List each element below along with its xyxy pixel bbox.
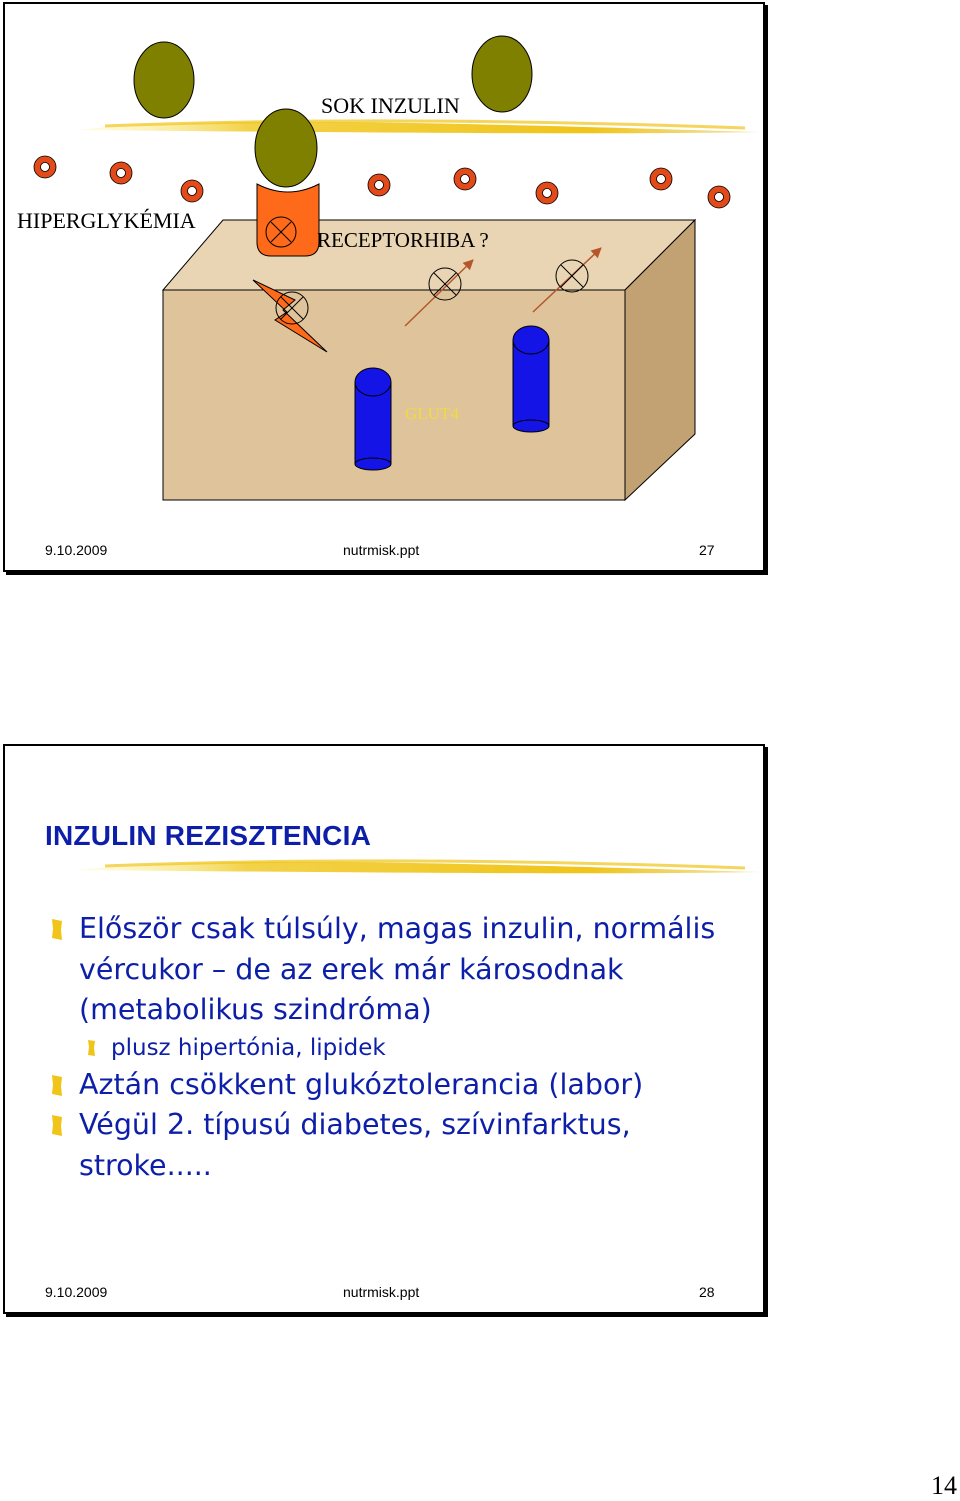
bullet-item — [49, 1065, 749, 1106]
glucose-molecules — [34, 156, 730, 208]
footer-filename: nutrmisk.ppt — [343, 542, 420, 558]
label-receptorhiba: RECEPTORHIBA ? — [317, 228, 489, 252]
glucose-4 — [368, 174, 390, 196]
sub-bullet-item — [49, 1031, 749, 1065]
insulin-molecule-bound — [255, 109, 317, 187]
label-sok-inzulin: SOK INZULIN — [321, 93, 460, 118]
slide-28 — [3, 744, 765, 1314]
label-hiperglykemia: HIPERGLYKÉMIA — [17, 208, 196, 233]
bullet-text: Aztán csökkent glukóztolerancia (labor) — [79, 1067, 644, 1101]
sub-bullet-icon — [87, 1039, 96, 1057]
bullet-text: plusz hipertónia, lipidek — [111, 1034, 386, 1061]
bullet-text: Végül 2. típusú diabetes, szívinfarktus, stroke..... — [79, 1108, 631, 1182]
insulin-molecule-1 — [134, 42, 194, 118]
slide-27 — [3, 2, 765, 572]
bullet-text: Először csak túlsúly, magas inzulin, normális vércukor – de az erek már károsodnak (metabolikus szindróma) — [79, 912, 716, 1026]
glucose-7 — [650, 168, 672, 190]
label-glut4: GLUT4 — [405, 404, 459, 423]
cell-box — [163, 220, 695, 500]
glut4-transporter-1 — [355, 368, 391, 470]
glucose-6 — [536, 182, 558, 204]
footer-date: 9.10.2009 — [45, 542, 108, 558]
bullet-item — [49, 1105, 749, 1186]
glucose-8 — [708, 186, 730, 208]
footer-date: 9.10.2009 — [45, 1284, 108, 1300]
bullet-icon — [51, 1114, 63, 1137]
insulin-resistance-diagram — [5, 4, 763, 570]
footer-slide-number: 27 — [699, 542, 715, 558]
footer-filename: nutrmisk.ppt — [343, 1284, 420, 1300]
bullet-icon — [51, 1074, 63, 1097]
bullet-icon — [51, 918, 63, 941]
page-number: 14 — [931, 1471, 957, 1500]
glucose-5 — [454, 168, 476, 190]
slide-title: INZULIN REZISZTENCIA — [45, 820, 371, 851]
glucose-3 — [181, 180, 203, 202]
glucose-1 — [34, 156, 56, 178]
glucose-2 — [110, 162, 132, 184]
glut4-transporter-2 — [513, 326, 549, 432]
insulin-molecule-2 — [472, 36, 532, 112]
footer-slide-number: 28 — [699, 1284, 715, 1300]
bullet-item — [49, 909, 749, 1031]
bullet-list — [49, 909, 749, 1186]
